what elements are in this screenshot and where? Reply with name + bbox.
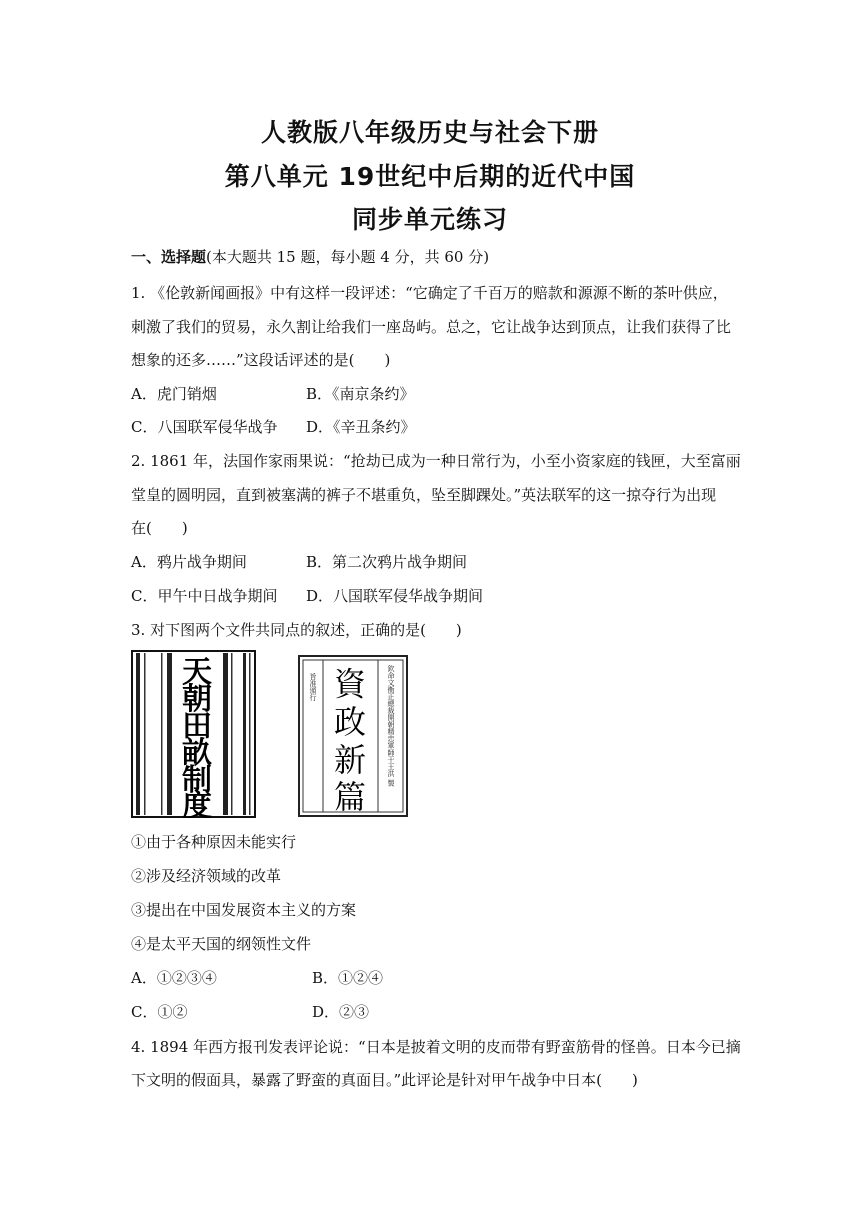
q3-statement-4: ④是太平天国的纲领性文件 — [131, 935, 312, 953]
q2-option-b: B．第二次鸦片战争期间 — [306, 553, 468, 571]
image1-char-5: 制 — [182, 763, 212, 798]
section-note: (本大题共 15 题，每小题 4 分，共 60 分) — [206, 248, 490, 266]
q1-option-d: D．《辛丑条约》 — [306, 418, 416, 436]
image1-char-4: 畝 — [182, 736, 212, 771]
q4-line2: 下文明的假面具，暴露了野蛮的真面目。”此评论是针对甲午战争中日本( ) — [131, 1071, 638, 1089]
q3-option-d: D．②③ — [312, 1003, 370, 1021]
q1-option-b: B．《南京条约》 — [306, 385, 415, 403]
image1-char-1: 天 — [182, 655, 212, 690]
q3-option-b: B．①②④ — [312, 969, 384, 987]
image1-char-3: 田 — [182, 709, 212, 744]
image2-char-2: 政 — [333, 703, 367, 741]
q2-line1: 2. 1861 年，法国作家雨果说：“抢劫已成为一种日常行为，小至小资家庭的钱匣，大至富丽 — [131, 452, 741, 470]
image1-char-6: 度 — [182, 789, 212, 818]
image2-char-4: 篇 — [333, 778, 367, 816]
q3-option-c: C．①② — [131, 1003, 188, 1021]
section-heading — [131, 247, 489, 267]
q2-option-c: C．甲午中日战争期间 — [131, 587, 278, 605]
image1-char-2: 朝 — [182, 682, 212, 717]
q2-option-a: A．鸦片战争期间 — [131, 553, 247, 571]
doc-title-line1: 人教版八年级历史与社会下册 — [260, 118, 599, 147]
q3-statement-2: ②涉及经济领域的改革 — [131, 867, 282, 885]
q4-line1: 4. 1894 年西方报刊发表评论说：“日本是披着文明的皮而带有野蛮筋骨的怪兽。日本今已摘 — [131, 1038, 741, 1056]
section-label: 一、选择题 — [131, 248, 207, 266]
q3-statement-1: ①由于各种原因未能实行 — [131, 833, 297, 851]
q3-statement-3: ③提出在中国发展资本主义的方案 — [131, 901, 357, 919]
q1-line1: 1. 《伦敦新闻画报》中有这样一段评述：“它确定了千百万的赔款和源源不断的茶叶供应， — [131, 284, 728, 302]
q1-line3: 想象的还多……”这段话评述的是( ) — [131, 351, 391, 369]
q3-option-a: A．①②③④ — [131, 969, 217, 987]
q1-option-c: C．八国联军侵华战争 — [131, 418, 278, 436]
q2-option-d: D．八国联军侵华战争期间 — [306, 587, 484, 605]
q2-line2: 堂皇的圆明园，直到被塞满的裤子不堪重负，坠至脚踝处。”英法联军的这一掠夺行为出现 — [131, 486, 717, 504]
q1-line2: 刺激了我们的贸易，永久割让给我们一座岛屿。总之，它让战争达到顶点，让我们获得了比 — [131, 318, 732, 336]
q3-line1: 3. 对下图两个文件共同点的叙述，正确的是( ) — [131, 621, 462, 639]
doc-title-line2: 第八单元 19世纪中后期的近代中国 — [224, 162, 636, 191]
tianchao-tianmu-zhidu-image — [131, 650, 256, 818]
image2-side-left: 旨准頒行 — [309, 673, 317, 701]
q1-option-a: A．虎门销烟 — [131, 385, 217, 403]
image2-char-3: 新 — [333, 741, 367, 779]
doc-title-line3: 同步单元练习 — [351, 205, 508, 234]
image2-side-right: 欽命文衡正總裁開朝精忠軍師干王洪 製 — [387, 665, 395, 787]
q2-line3: 在( ) — [131, 519, 188, 537]
zizheng-xinpian-image — [298, 655, 408, 817]
image2-char-1: 資 — [333, 665, 367, 703]
